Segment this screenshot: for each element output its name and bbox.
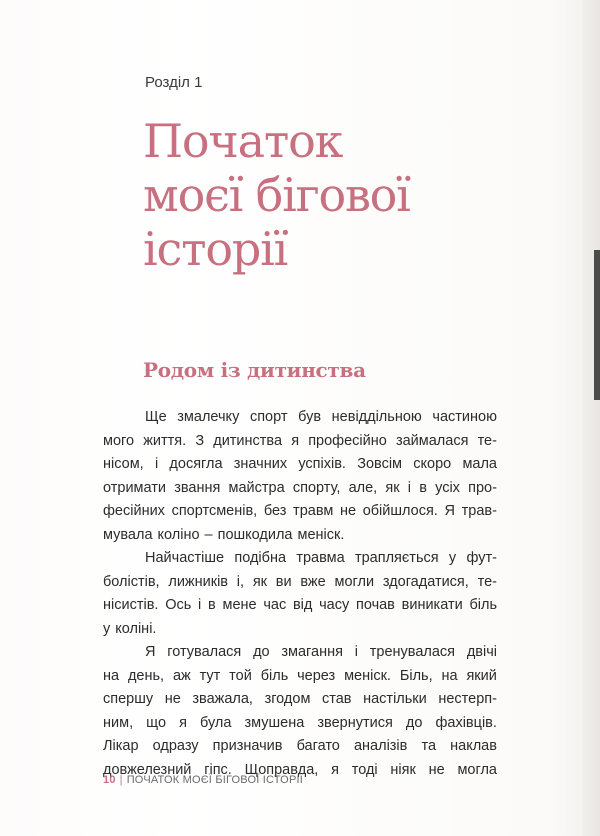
page-edge bbox=[582, 0, 600, 836]
text-line: спершу не зважала, згодом став настільки нестерп- bbox=[103, 691, 497, 707]
text-line: Я готувалася до змагання і тренувалася двічі bbox=[145, 644, 497, 660]
page-footer bbox=[103, 774, 303, 786]
text-line: нісистів. Ось і в мене час від часу почав виникати біль bbox=[103, 597, 497, 613]
chapter-title bbox=[143, 114, 503, 276]
text-line: болістів, лижників і, як ви вже могли здогадатися, те- bbox=[103, 573, 497, 590]
text-line: довжелезний гіпс. Щоправда, я тоді ніяк не могла bbox=[103, 761, 497, 778]
chapter-title-line: історії bbox=[143, 222, 288, 276]
text-line: Ще змалечку спорт був невіддільною частиною bbox=[145, 409, 497, 425]
page-number: 10 bbox=[103, 774, 116, 786]
text-line: фесійних спортсменів, без травм не обійшлося. Я трав- bbox=[103, 503, 497, 519]
chapter-label: Розділ 1 bbox=[145, 74, 203, 91]
text-line: мувала коліно – пошкодила меніск. bbox=[103, 526, 345, 543]
body-text bbox=[103, 406, 497, 782]
chapter-title-line: Початок bbox=[143, 114, 343, 168]
section-heading: Родом із дитинства bbox=[143, 358, 366, 382]
chapter-title-line: моєї бігової bbox=[143, 168, 410, 222]
text-line: Найчастіше подібна травма трапляється у фут- bbox=[145, 550, 497, 566]
text-line: нісом, і досягла значних успіхів. Зовсім скоро мала bbox=[103, 456, 497, 472]
text-line: мого життя. З дитинства я професійно займалася те- bbox=[103, 432, 497, 449]
text-line: Лікар одразу призначив багато аналізів та наклав bbox=[103, 738, 497, 754]
next-page-edge-mark bbox=[594, 250, 600, 400]
text-line: отримати звання майстра спорту, але, як і в усіх про- bbox=[103, 479, 497, 496]
running-title: ПОЧАТОК МОЄЇ БІГОВОЇ ІСТОРІЇ bbox=[126, 774, 303, 786]
text-line: у коліні. bbox=[103, 620, 157, 637]
footer-separator: | bbox=[119, 774, 123, 786]
text-line: ним, що я була змушена звернутися до фахівців. bbox=[103, 714, 497, 731]
text-line: на день, аж тут той біль через меніск. Біль, на який bbox=[103, 667, 497, 684]
